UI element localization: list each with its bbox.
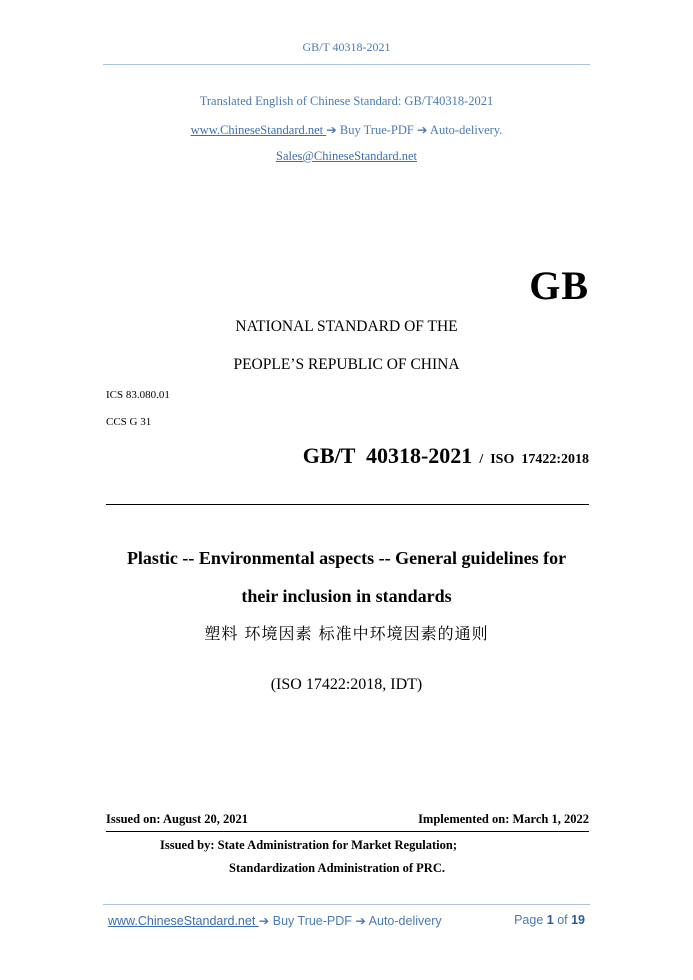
gb-mark: GB — [529, 263, 589, 308]
ccs-code: CCS G 31 — [106, 416, 152, 428]
footer-promo — [108, 913, 442, 928]
issued-on-date: Issued on: August 20, 2021 — [106, 812, 249, 826]
auto-delivery-text: Auto-delivery. — [427, 123, 503, 137]
arrow-right-icon: ➔ — [355, 913, 366, 928]
page-total: 19 — [571, 913, 585, 927]
site-link[interactable]: www.ChineseStandard.net — [190, 123, 327, 137]
footer-delivery-text: Auto-delivery — [365, 914, 442, 928]
dates-divider — [106, 831, 589, 832]
footer-divider — [103, 904, 590, 905]
arrow-right-icon: ➔ — [258, 913, 270, 928]
page-label: Page — [514, 913, 547, 927]
page-number: 1 — [546, 913, 554, 927]
footer-buy-text: Buy True-PDF — [269, 914, 356, 928]
document-title-line-1: Plastic -- Environmental aspects -- General guidelines for — [126, 548, 567, 568]
arrow-right-icon: ➔ — [326, 122, 337, 137]
issuer-line-1: Issued by: State Administration for Market Regulation; — [160, 838, 457, 852]
buy-true-pdf-text: Buy True-PDF — [336, 123, 417, 137]
page-indicator — [514, 913, 585, 927]
iso-equivalence: (ISO 17422:2018, IDT) — [270, 676, 423, 693]
implemented-on-date: Implemented on: March 1, 2022 — [418, 812, 589, 826]
site-promo-line — [0, 122, 693, 138]
standard-number — [303, 443, 589, 469]
running-header: GB/T 40318-2021 — [302, 40, 391, 54]
ics-code: ICS 83.080.01 — [106, 389, 170, 401]
gb-standard-code: GB/T 40318-2021 — [302, 443, 473, 468]
chinese-title: 塑料 环境因素 标准中环境因素的通则 — [204, 624, 489, 643]
title-divider — [106, 504, 589, 505]
sales-email-link[interactable]: Sales@ChineseStandard.net — [276, 149, 417, 163]
iso-standard-code: ISO 17422:2018 — [490, 452, 589, 467]
footer-site-link[interactable]: www.ChineseStandard.net — [108, 914, 259, 928]
issuer-line-2: Standardization Administration of PRC. — [229, 861, 445, 875]
sales-line — [0, 149, 693, 164]
arrow-right-icon: ➔ — [417, 122, 428, 137]
code-separator: / — [472, 452, 491, 467]
national-standard-line-1: NATIONAL STANDARD OF THE — [235, 318, 458, 335]
of-label: of — [553, 913, 572, 927]
document-title-line-2: their inclusion in standards — [241, 586, 452, 606]
translation-notice: Translated English of Chinese Standard: GB/T40318-2021 — [199, 94, 494, 108]
national-standard-line-2: PEOPLE’S REPUBLIC OF CHINA — [233, 356, 460, 373]
header-divider — [103, 64, 590, 65]
